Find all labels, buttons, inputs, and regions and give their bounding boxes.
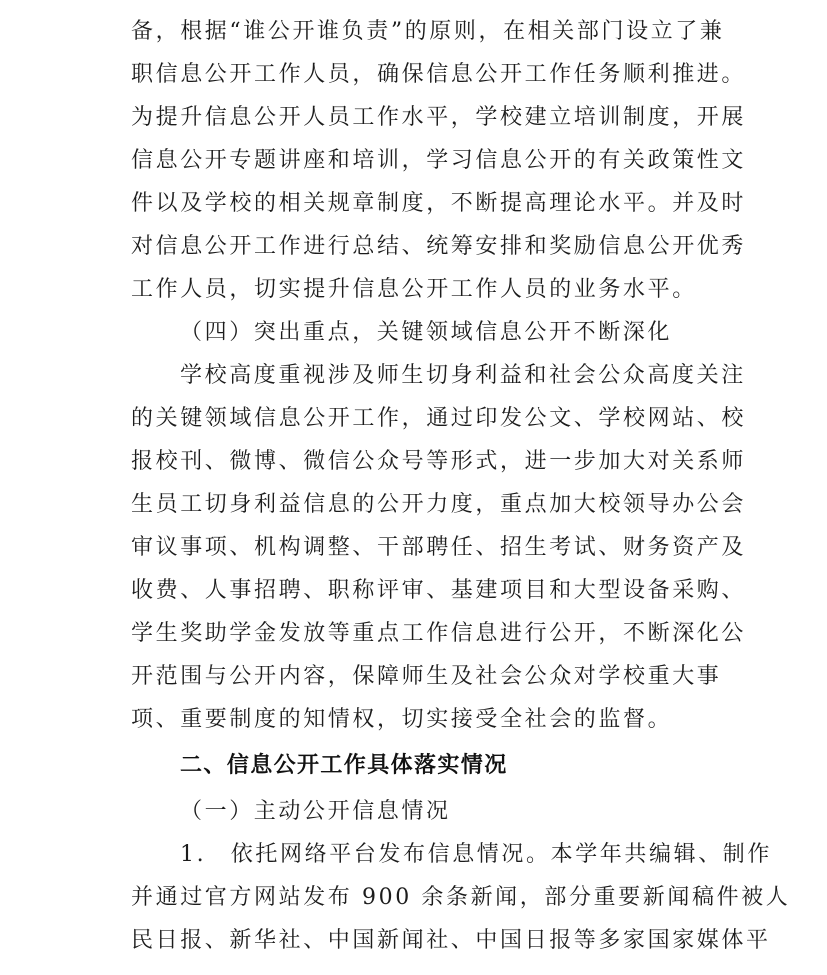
subsection-heading: （四）突出重点，关键领域信息公开不断深化 [180,320,673,345]
paragraph-line: 审议事项、机构调整、干部聘任、招生考试、财务资产及 [131,535,747,560]
paragraph-line: 收费、人事招聘、职称评审、基建项目和大型设备采购、 [131,578,747,603]
paragraph-line: 工作人员，切实提升信息公开工作人员的业务水平。 [131,277,697,302]
paragraph-line: 并通过官方网站发布 900 余条新闻，部分重要新闻稿件被人 [131,885,791,910]
paragraph-line: 开范围与公开内容，保障师生及社会公众对学校重大事 [131,664,722,689]
paragraph-line: 生员工切身利益信息的公开力度，重点加大校领导办公会 [131,492,747,517]
paragraph-line: 件以及学校的相关规章制度，不断提高理论水平。并及时 [131,191,747,216]
paragraph-line: 民日报、新华社、中国新闻社、中国日报等多家国家媒体平 [131,928,771,953]
subsection-heading: （一）主动公开信息情况 [180,799,451,824]
paragraph-line: 报校刊、微博、微信公众号等形式，进一步加大对关系师 [131,449,747,474]
paragraph-line: 信息公开专题讲座和培训，学习信息公开的有关政策性文 [131,148,747,173]
paragraph-line: 的关键领域信息公开工作，通过印发公文、学校网站、校 [131,406,747,431]
section-heading: 二、信息公开工作具体落实情况 [180,753,508,778]
paragraph-line: 职信息公开工作人员，确保信息公开工作任务顺利推进。 [131,62,747,87]
paragraph-line: 备，根据“谁公开谁负责”的原则，在相关部门设立了兼 [131,19,725,44]
paragraph-line: 对信息公开工作进行总结、统筹安排和奖励信息公开优秀 [131,234,747,259]
paragraph-line: 学生奖助学金发放等重点工作信息进行公开，不断深化公 [131,621,747,646]
paragraph-line: 为提升信息公开人员工作水平，学校建立培训制度，开展 [131,105,747,130]
paragraph-line: 项、重要制度的知情权，切实接受全社会的监督。 [131,707,673,732]
paragraph-line: 1. 依托网络平台发布信息情况。本学年共编辑、制作 [180,842,772,867]
paragraph-line: 学校高度重视涉及师生切身利益和社会公众高度关注 [180,363,746,388]
